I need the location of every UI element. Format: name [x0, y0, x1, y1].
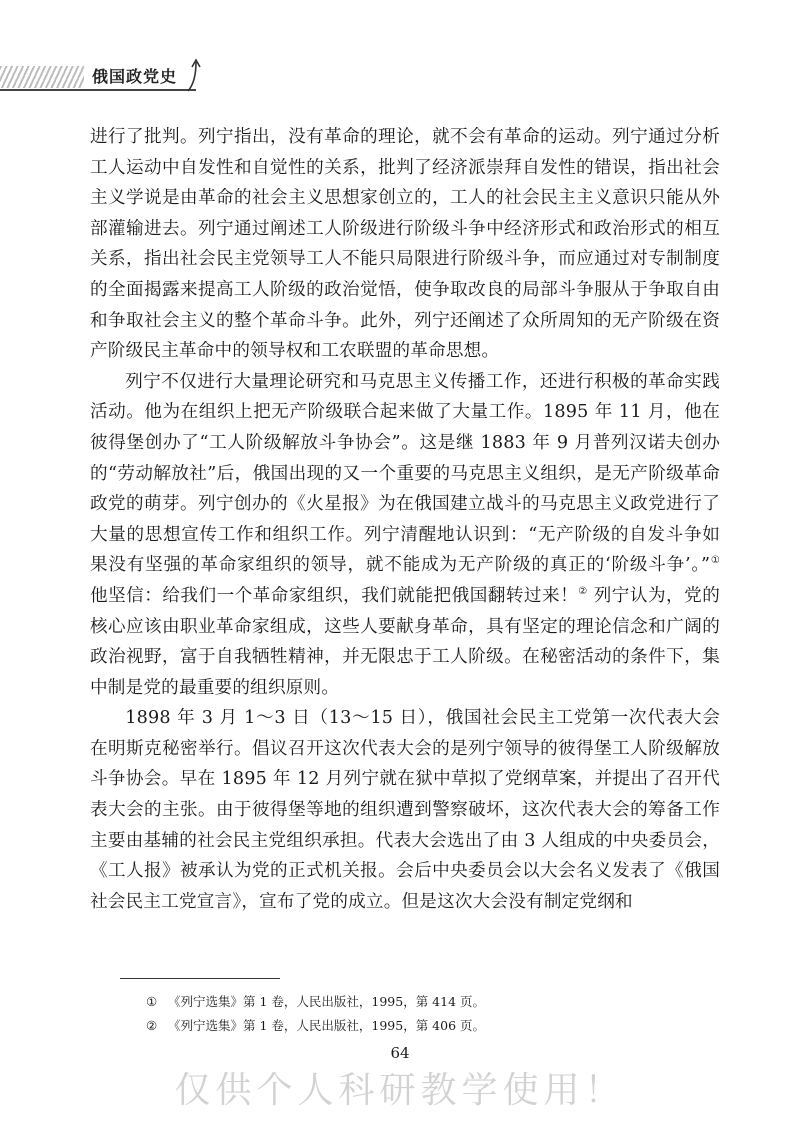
paragraph-3: 1898 年 3 月 1～3 日（13～15 日），俄国社会民主工党第一次代表大会在明斯克秘密举行。倡议召开这次代表大会的是列宁领导的彼得堡工人阶级解放斗争协会。早在 1895 年 12 月列宁就在狱中草拟了党纲草案，并提出了召开代表大会的主张。由于彼得堡等地的组织遭到警察破坏，这次代表大会的筹备工作主要由基辅的社会民主党组织承担。代表大会选出了由 3 人组成的中央委员会，《工人报》被承认为党的正式机关报。会后中央委员会以大会名义发表了《俄国社会民主工党宣言》，宣布了党的成立。但是这次大会没有制定党纲和: [90, 708, 720, 912]
body-text: [90, 122, 720, 917]
paragraph-2: [90, 367, 720, 704]
footnote-2-number: ②: [146, 1018, 158, 1033]
paragraph-1: 进行了批判。列宁指出，没有革命的理论，就不会有革命的运动。列宁通过分析工人运动中自发性和自觉性的关系，批判了经济派崇拜自发性的错误，指出社会主义学说是由革命的社会主义思想家创立的，工人的社会民主主义意识只能从外部灌输进去。列宁通过阐述工人阶级进行阶级斗争中经济形式和政治形式的相互关系，指出社会民主党领导工人不能只局限进行阶级斗争，而应通过对专制制度的全面揭露来提高工人阶级的政治觉悟，使争取改良的局部斗争服从于争取自由和争取社会主义的整个革命斗争。此外，列宁还阐述了众所周知的无产阶级在资产阶级民主革命中的领导权和工农联盟的革命思想。: [90, 127, 720, 362]
footnote-ref-2[interactable]: ②: [578, 586, 588, 598]
footnote-2-text: 《列宁选集》第 1 卷，人民出版社，1995，第 406 页。: [168, 1018, 486, 1033]
header-hatch-decoration: [0, 66, 84, 88]
watermark-text: 仅供个人科研教学使用！: [174, 1070, 626, 1111]
footnotes: [146, 990, 706, 1038]
footnote-rule: [120, 978, 280, 979]
paragraph-2-part-1: 列宁不仅进行大量理论研究和马克思主义传播工作，还进行积极的革命实践活动。他为在组织上把无产阶级联合起来做了大量工作。1895 年 11 月，他在彼得堡创办了“工人阶级解放斗争协会”。这是继 1883 年 9 月普列汉诺夫创办的“劳动解放社”后，俄国出现的又一个重要的马克思主义组织，是无产阶级革命政党的萌芽。列宁创办的《火星报》为在俄国建立战斗的马克思主义政党进行了大量的思想宣传工作和组织工作。列宁清醒地认识到：“无产阶级的自发斗争如果没有坚强的革命家组织的领导，就不能成为无产阶级的真正的‘阶级斗争’。”: [90, 371, 720, 576]
footnote-1-text: 《列宁选集》第 1 卷，人民出版社，1995，第 414 页。: [168, 994, 486, 1009]
footnote-2: [146, 1014, 706, 1038]
running-header-title: 俄国政党史: [92, 67, 178, 86]
header-rule: [0, 89, 196, 91]
running-header: [0, 58, 220, 98]
paragraph-2-part-2: 他坚信：给我们一个革命家组织，我们就能把俄国翻转过来！: [90, 585, 579, 606]
page-number: 64: [390, 1044, 410, 1062]
footnote-1: [146, 990, 706, 1014]
footnote-ref-1[interactable]: ①: [710, 555, 720, 567]
paragraph-2-part-3: 列宁认为，党的核心应该由职业革命家组成，这些人要献身革命，具有坚定的理论信念和广阔的政治视野，富于自我牺牲精神，并无限忠于工人阶级。在秘密活动的条件下，集中制是党的最重要的组织原则。: [90, 585, 720, 698]
footnote-1-number: ①: [146, 994, 158, 1009]
header-arrow-icon: [186, 58, 202, 92]
